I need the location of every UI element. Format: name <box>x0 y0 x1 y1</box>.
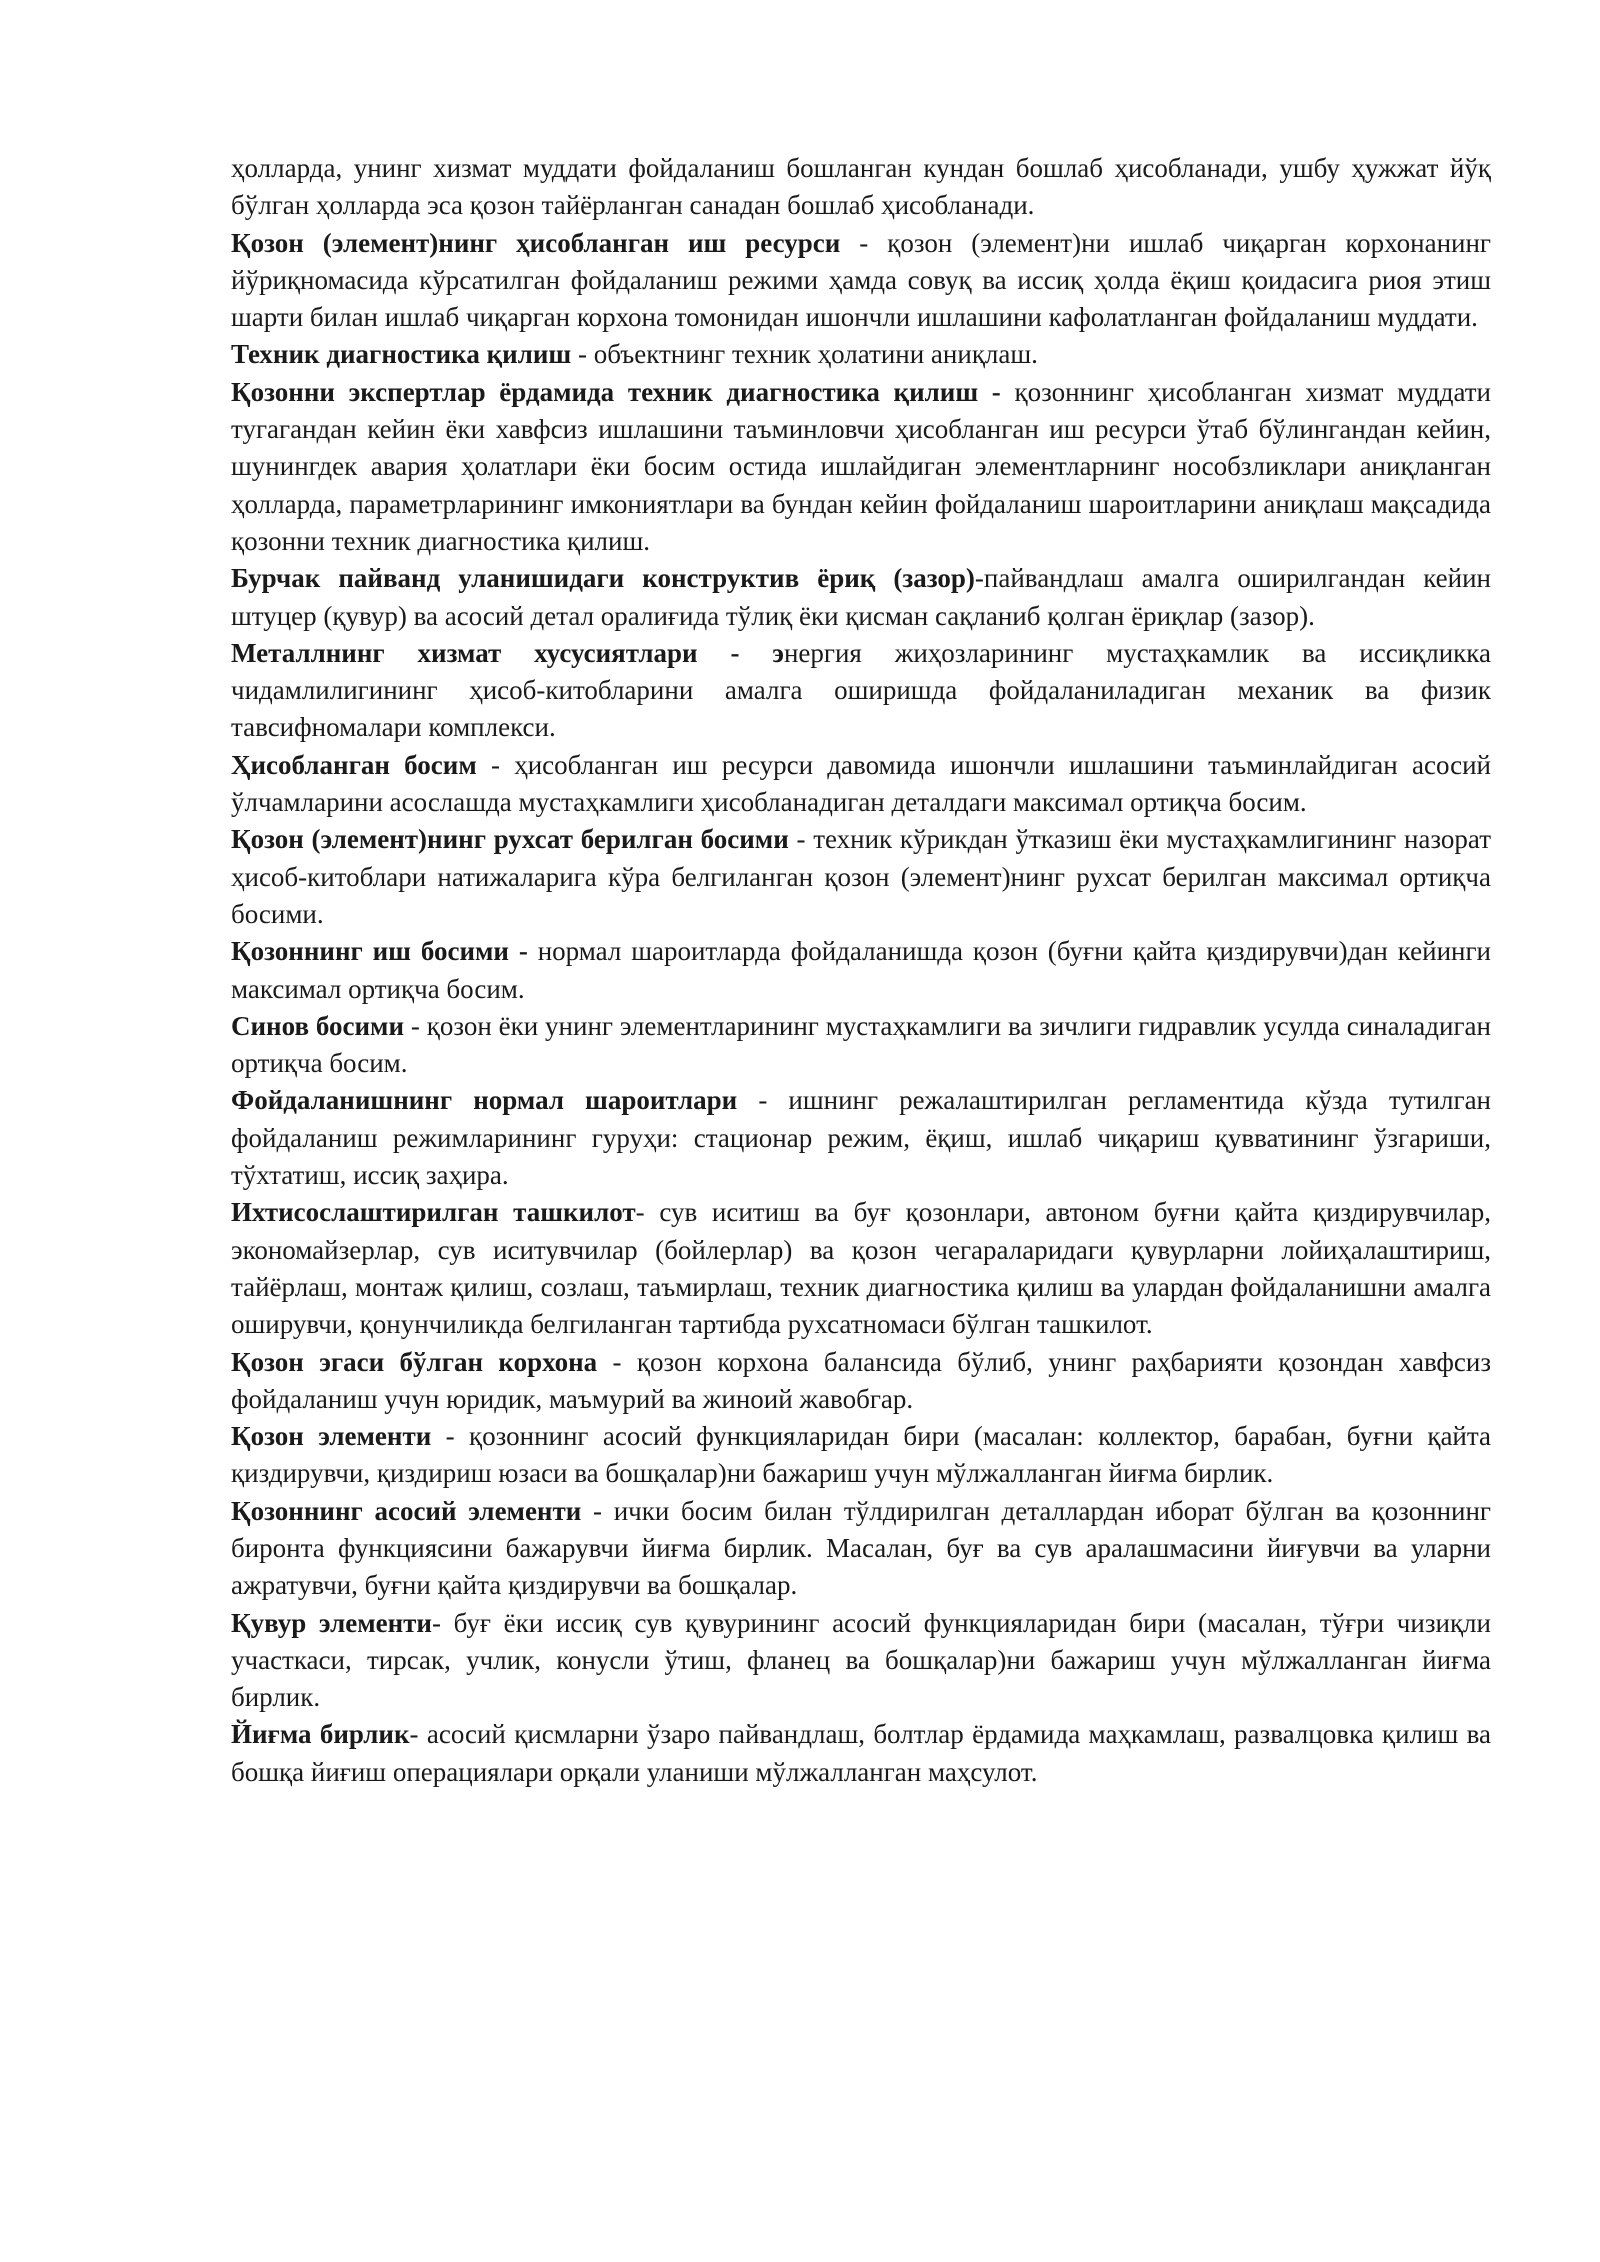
term: Ихтисослаштирилган ташкилот <box>231 1197 636 1228</box>
definition: - қозон (элемент)ни ишлаб чиқарган корхонанинг йўриқномасида кўрсатилган фойдаланиш режими ҳамда совуқ ва иссиқ ҳолда ёқиш қоидасига риоя этиш шарти билан ишлаб чиқарган корхона томонидан ишончли ишлашини кафолатланган фойдаланиш муддати. <box>231 227 1491 333</box>
term: Қозон (элемент)нинг рухсат берилган босими <box>231 824 789 855</box>
definition: ҳолларда, унинг хизмат муддати фойдаланиш бошланган кундан бошлаб ҳисобланади, ушбу ҳужжат йўқ бўлган ҳолларда эса қозон тайёрланган санадан бошлаб ҳисобланади. <box>231 153 1491 221</box>
definition-paragraph <box>231 1493 1491 1605</box>
definition-paragraph <box>231 635 1491 747</box>
term: Ҳисобланган босим <box>231 749 477 780</box>
definition-paragraph <box>231 1344 1491 1419</box>
term: Қозонни экспертлар ёрдамида техник диагностика қилиш - <box>231 376 1001 407</box>
definition: - ишнинг режалаштирилган регламентида кўзда тутилган фойдаланиш режимларининг гуруҳи: стационар режим, ёқиш, ишлаб чиқариш қувватининг ўзгариши, тўхтатиш, иссиқ заҳира. <box>231 1085 1492 1191</box>
term: Синов босими <box>231 1010 405 1041</box>
term: Қозон элементи <box>231 1421 432 1452</box>
definition-paragraph <box>231 1716 1491 1791</box>
definition: - асосий қисмларни ўзаро пайвандлаш, болтлар ёрдамида маҳкамлаш, развалцовка қилиш ва бошқа йиғиш операциялари орқали уланиши мўлжалланган маҳсулот. <box>231 1719 1492 1787</box>
definition-paragraph <box>231 1605 1491 1717</box>
definition-paragraph <box>231 747 1491 822</box>
term: Қувур элементи <box>231 1607 432 1638</box>
term: Қозоннинг асосий элементи <box>231 1495 582 1526</box>
definition: - қозон корхона балансида бўлиб, унинг раҳбарияти қозондан хавфсиз фойдаланиш учун юридик, маъмурий ва жиноий жавобгар. <box>231 1346 1491 1414</box>
definition: - объектнинг техник ҳолатини аниқлаш. <box>571 339 1038 370</box>
term: Қозон (элемент)нинг ҳисобланган иш ресурси <box>231 227 841 258</box>
definition: - ички босим билан тўлдирилган деталлардан иборат бўлган ва қозоннинг биронта функциясини бажарувчи йиғма бирлик. Масалан, буғ ва сув аралашмасини йиғувчи ва уларни ажратувчи, буғни қайта қиздирувчи ва бошқалар. <box>231 1495 1491 1601</box>
definition: нормал шароитларда фойдаланишда қозон (буғни қайта қиздирувчи)дан кейинги максимал ортиқча босим. <box>231 936 1492 1004</box>
definition-paragraph <box>231 933 1491 1008</box>
definition: -пайвандлаш амалга оширилгандан кейин штуцер (қувур) ва асосий детал оралиғида тўлиқ ёки қисман сақланиб қолган ёриқлар (зазор). <box>231 563 1491 631</box>
term: Техник диагностика қилиш <box>231 339 572 370</box>
definition: - қозоннинг асосий функцияларидан бири (масалан: коллектор, барабан, буғни қайта қиздирувчи, қиздириш юзаси ва бошқалар)ни бажариш учун мўлжалланган йиғма бирлик. <box>231 1421 1491 1489</box>
definition: - қозон ёки унинг элементларининг мустаҳкамлиги ва зичлиги гидравлик усулда синаладиган ортиқча босим. <box>231 1010 1491 1079</box>
definition-paragraph <box>231 1008 1491 1083</box>
definition-paragraph <box>231 1418 1491 1493</box>
term: Қозон эгаси бўлган корхона <box>231 1346 598 1377</box>
definition: - ҳисобланган иш ресурси давомида ишончли ишлашини таъминлайдиган асосий ўлчамларини асослашда мустаҳкамлиги ҳисобланадиган деталдаги максимал ортиқча босим. <box>231 749 1491 818</box>
definition-paragraph <box>231 821 1491 933</box>
definition-paragraph <box>231 225 1491 337</box>
term: Металлнинг хизмат хусусиятлари - э <box>231 637 784 668</box>
definition-paragraph <box>231 1194 1491 1343</box>
definition-paragraph <box>231 1082 1491 1194</box>
definition-paragraph <box>231 560 1491 635</box>
definition: - техник кўрикдан ўтказиш ёки мустаҳкамлигининг назорат ҳисоб-китоблари натижаларига кўра белгиланган қозон (элемент)нинг рухсат берилган максимал ортиқча босими. <box>231 824 1491 929</box>
definition-paragraph <box>231 374 1491 560</box>
paragraph-continuation <box>231 150 1491 225</box>
definition: - сув иситиш ва буғ қозонлари, автоном буғни қайта қиздирувчилар, экономайзерлар, сув иситувчилар (бойлерлар) ва қозон чегараларидаги қувурларни лойиҳалаштириш, тайёрлаш, монтаж қилиш, созлаш, таъмирлаш, техник диагностика қилиш ва улардан фойдаланишни амалга оширувчи, қонунчиликда белгиланган тартибда рухсатномаси бўлган ташкилот. <box>231 1197 1491 1340</box>
definition: нергия жиҳозларининг мустаҳкамлик ва иссиқликка чидамлилигининг ҳисоб-китобларини амалга оширишда фойдаланиладиган механик ва физик тавсифномалари комплекси. <box>231 637 1491 743</box>
document-page <box>231 150 1491 1791</box>
term: Қозоннинг иш босими - <box>231 936 528 967</box>
term: Бурчак пайванд уланишидаги конструктив ёриқ (зазор) <box>231 563 975 594</box>
definition: - буғ ёки иссиқ сув қувурининг асосий функцияларидан бири (масалан, тўғри чизиқли участкаси, тирсак, учлик, конусли ўтиш, фланец ва бошқалар)ни бажариш учун мўлжалланган йиғма бирлик. <box>231 1607 1491 1713</box>
definition-paragraph <box>231 336 1491 373</box>
definition: қозоннинг ҳисобланган хизмат муддати тугагандан кейин ёки хавфсиз ишлашини таъминловчи ҳисобланган иш ресурси ўтаб бўлингандан кейин, шунингдек авария ҳолатлари ёки босим остида ишлайдиган элементларнинг нособзликлари аниқланган ҳолларда, параметрларининг имкониятлари ва бундан кейин фойдаланиш шароитларини аниқлаш мақсадида қозонни техник диагностика қилиш. <box>231 376 1491 556</box>
term: Фойдаланишнинг нормал шароитлари <box>231 1085 738 1116</box>
term: Йиғма бирлик <box>231 1719 410 1750</box>
